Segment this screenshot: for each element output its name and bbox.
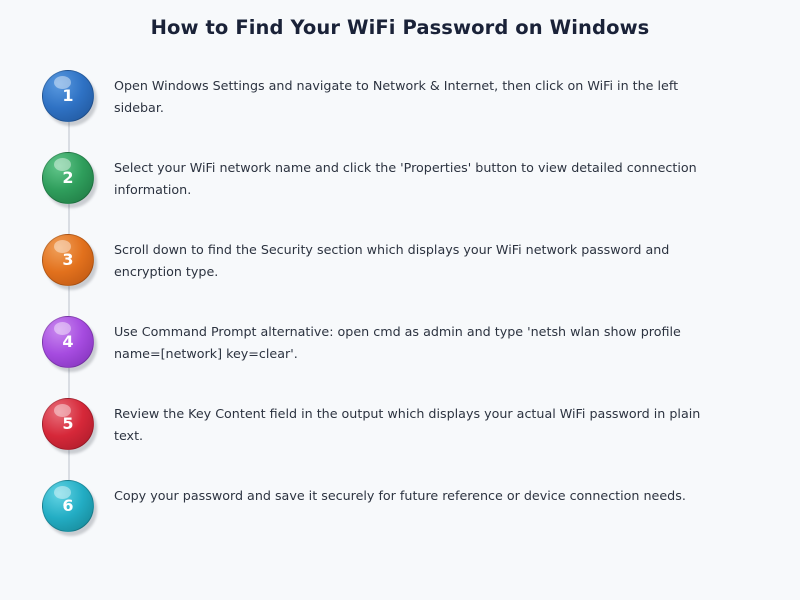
- step-badge-4: [42, 316, 94, 368]
- step-marker-4: [42, 316, 96, 370]
- step-badge-6: [42, 480, 94, 532]
- list-item: [0, 390, 800, 472]
- step-text: Review the Key Content field in the output which displays your actual WiFi password in plain text.: [114, 406, 701, 443]
- list-item: [0, 472, 800, 554]
- step-number: 2: [62, 168, 74, 187]
- steps-list: [0, 62, 800, 554]
- step-marker-5: [42, 398, 96, 452]
- step-text: Scroll down to find the Security section which displays your WiFi network password and encryption type.: [114, 242, 670, 279]
- list-item: [0, 308, 800, 390]
- step-text: Copy your password and save it securely for future reference or device connection needs.: [114, 488, 686, 503]
- step-badge-2: [42, 152, 94, 204]
- page-title: How to Find Your WiFi Password on Windows: [150, 16, 650, 39]
- step-text: Open Windows Settings and navigate to Network & Internet, then click on WiFi in the left sidebar.: [114, 78, 679, 115]
- step-badge-3: [42, 234, 94, 286]
- list-item: [0, 226, 800, 308]
- step-number: 6: [62, 496, 74, 515]
- step-badge-1: [42, 70, 94, 122]
- step-marker-1: [42, 70, 96, 124]
- step-text: Select your WiFi network name and click the 'Properties' button to view detailed connection information.: [114, 160, 697, 197]
- step-marker-2: [42, 152, 96, 206]
- list-item: [0, 62, 800, 144]
- step-number: 4: [62, 332, 74, 351]
- step-number: 5: [62, 414, 74, 433]
- list-item: [0, 144, 800, 226]
- step-number: 1: [62, 86, 74, 105]
- step-marker-3: [42, 234, 96, 288]
- step-text: Use Command Prompt alternative: open cmd as admin and type 'netsh wlan show profile name=[network] key=clear'.: [114, 324, 681, 361]
- step-badge-5: [42, 398, 94, 450]
- step-marker-6: [42, 480, 96, 534]
- step-number: 3: [62, 250, 74, 269]
